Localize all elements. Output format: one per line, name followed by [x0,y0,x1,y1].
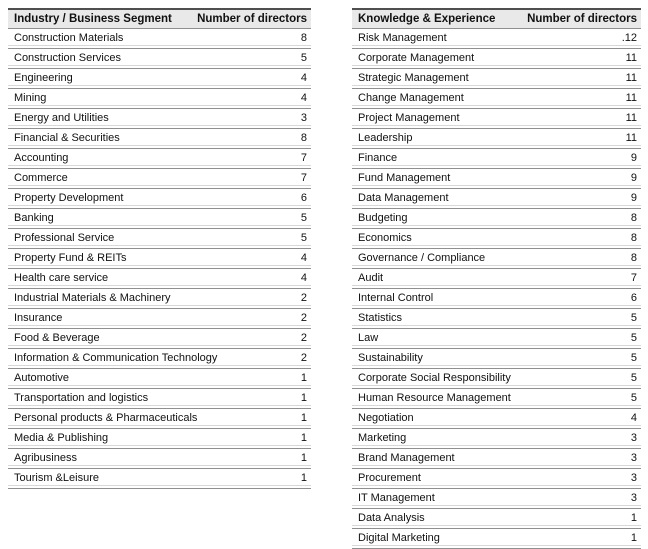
row-label: Corporate Management [358,52,475,64]
row-label: Professional Service [14,232,115,244]
row-value: 2 [300,352,307,364]
row-value: 4 [300,72,307,84]
row-label: Information & Communication Technology [14,352,218,364]
row-label: Food & Beverage [14,332,100,344]
table-row [8,29,311,49]
table-row [8,49,311,69]
row-label: Corporate Social Responsibility [358,372,511,384]
table-header [352,8,641,29]
table-row [8,129,311,149]
row-value: 9 [630,192,637,204]
table-row [352,269,641,289]
row-value: 9 [630,172,637,184]
row-value: .12 [621,32,637,44]
row-label: Data Analysis [358,512,425,524]
table-row [352,529,641,549]
row-label: Agribusiness [14,452,77,464]
row-value: 11 [625,112,637,124]
row-value: 5 [630,332,637,344]
industry-business-segment-table [8,8,311,489]
row-label: Insurance [14,312,63,324]
table-row [352,389,641,409]
row-value: 1 [300,392,307,404]
row-label: Construction Materials [14,32,124,44]
row-value: 6 [300,192,307,204]
row-value: 5 [630,372,637,384]
row-label: Law [358,332,379,344]
number-of-directors-column-header: Number of directors [197,13,307,25]
row-label: Marketing [358,432,407,444]
table-row [352,69,641,89]
table-row [352,49,641,69]
table-row [8,249,311,269]
table-row [8,349,311,369]
row-label: Fund Management [358,172,451,184]
table-row [8,309,311,329]
row-value: 2 [300,332,307,344]
row-value: 8 [300,132,307,144]
row-value: 11 [625,132,637,144]
knowledge-experience-table [352,8,641,549]
row-label: Property Fund & REITs [14,252,127,264]
row-label: Leadership [358,132,413,144]
table-row [352,469,641,489]
row-label: Economics [358,232,412,244]
row-label: Media & Publishing [14,432,109,444]
row-label: Internal Control [358,292,434,304]
table-row [352,29,641,49]
table-title: Industry / Business Segment [14,13,172,25]
row-value: 7 [630,272,637,284]
row-value: 1 [300,432,307,444]
row-label: Energy and Utilities [14,112,109,124]
table-row [352,429,641,449]
table-row [352,329,641,349]
row-value: 9 [630,152,637,164]
row-value: 7 [300,172,307,184]
table-row [352,509,641,529]
table-row [8,229,311,249]
row-value: 8 [630,232,637,244]
row-label: Health care service [14,272,109,284]
row-value: 2 [300,292,307,304]
table-row [352,129,641,149]
table-body [352,29,641,549]
row-value: 3 [630,472,637,484]
row-value: 5 [630,352,637,364]
row-label: Transportation and logistics [14,392,149,404]
row-label: Accounting [14,152,69,164]
row-value: 8 [300,32,307,44]
row-value: 11 [625,52,637,64]
table-row [8,449,311,469]
row-label: Finance [358,152,398,164]
table-body [8,29,311,489]
table-row [8,389,311,409]
table-row [8,369,311,389]
row-label: Mining [14,92,47,104]
row-label: Governance / Compliance [358,252,486,264]
row-value: 8 [630,252,637,264]
row-value: 3 [630,492,637,504]
table-row [352,209,641,229]
row-value: 3 [630,452,637,464]
table-row [8,469,311,489]
table-row [8,329,311,349]
table-row [352,489,641,509]
row-value: 5 [300,52,307,64]
table-row [8,269,311,289]
row-label: Financial & Securities [14,132,120,144]
row-label: Risk Management [358,32,447,44]
table-row [8,429,311,449]
table-row [8,169,311,189]
row-label: Digital Marketing [358,532,440,544]
table-row [352,149,641,169]
row-value: 5 [300,212,307,224]
table-row [352,229,641,249]
row-label: Negotiation [358,412,414,424]
table-row [8,289,311,309]
row-value: 8 [630,212,637,224]
row-value: 1 [300,472,307,484]
table-row [8,209,311,229]
row-label: Change Management [358,92,464,104]
row-label: Industrial Materials & Machinery [14,292,171,304]
row-value: 4 [300,92,307,104]
number-of-directors-column-header: Number of directors [527,13,637,25]
row-label: Construction Services [14,52,121,64]
row-label: Engineering [14,72,73,84]
table-row [352,189,641,209]
row-value: 3 [300,112,307,124]
row-value: 3 [630,432,637,444]
table-row [352,409,641,429]
table-row [352,169,641,189]
row-label: Data Management [358,192,449,204]
table-row [352,89,641,109]
row-value: 7 [300,152,307,164]
table-row [8,109,311,129]
table-row [8,89,311,109]
row-label: Commerce [14,172,68,184]
row-label: Procurement [358,472,421,484]
row-label: Strategic Management [358,72,469,84]
row-value: 11 [625,72,637,84]
row-value: 1 [300,412,307,424]
row-value: 5 [630,312,637,324]
table-row [8,189,311,209]
row-value: 2 [300,312,307,324]
table-row [8,69,311,89]
row-label: Budgeting [358,212,408,224]
row-label: Tourism &Leisure [14,472,99,484]
table-row [8,409,311,429]
row-value: 1 [630,512,637,524]
row-label: Property Development [14,192,124,204]
row-label: Statistics [358,312,403,324]
table-title: Knowledge & Experience [358,13,496,25]
table-row [352,449,641,469]
row-label: Sustainability [358,352,423,364]
table-row [352,109,641,129]
row-value: 1 [630,532,637,544]
row-label: Banking [14,212,54,224]
table-row [352,369,641,389]
row-value: 4 [300,252,307,264]
row-value: 1 [300,452,307,464]
row-label: Brand Management [358,452,455,464]
row-value: 1 [300,372,307,384]
row-value: 5 [300,232,307,244]
row-label: Audit [358,272,384,284]
table-header [8,8,311,29]
row-value: 6 [630,292,637,304]
row-label: IT Management [358,492,435,504]
table-row [352,289,641,309]
row-value: 4 [300,272,307,284]
row-label: Automotive [14,372,70,384]
table-row [352,249,641,269]
row-label: Human Resource Management [358,392,511,404]
row-value: 11 [625,92,637,104]
row-label: Personal products & Pharmaceuticals [14,412,198,424]
table-row [352,349,641,369]
table-row [8,149,311,169]
row-value: 5 [630,392,637,404]
row-label: Project Management [358,112,460,124]
table-row [352,309,641,329]
row-value: 4 [630,412,637,424]
